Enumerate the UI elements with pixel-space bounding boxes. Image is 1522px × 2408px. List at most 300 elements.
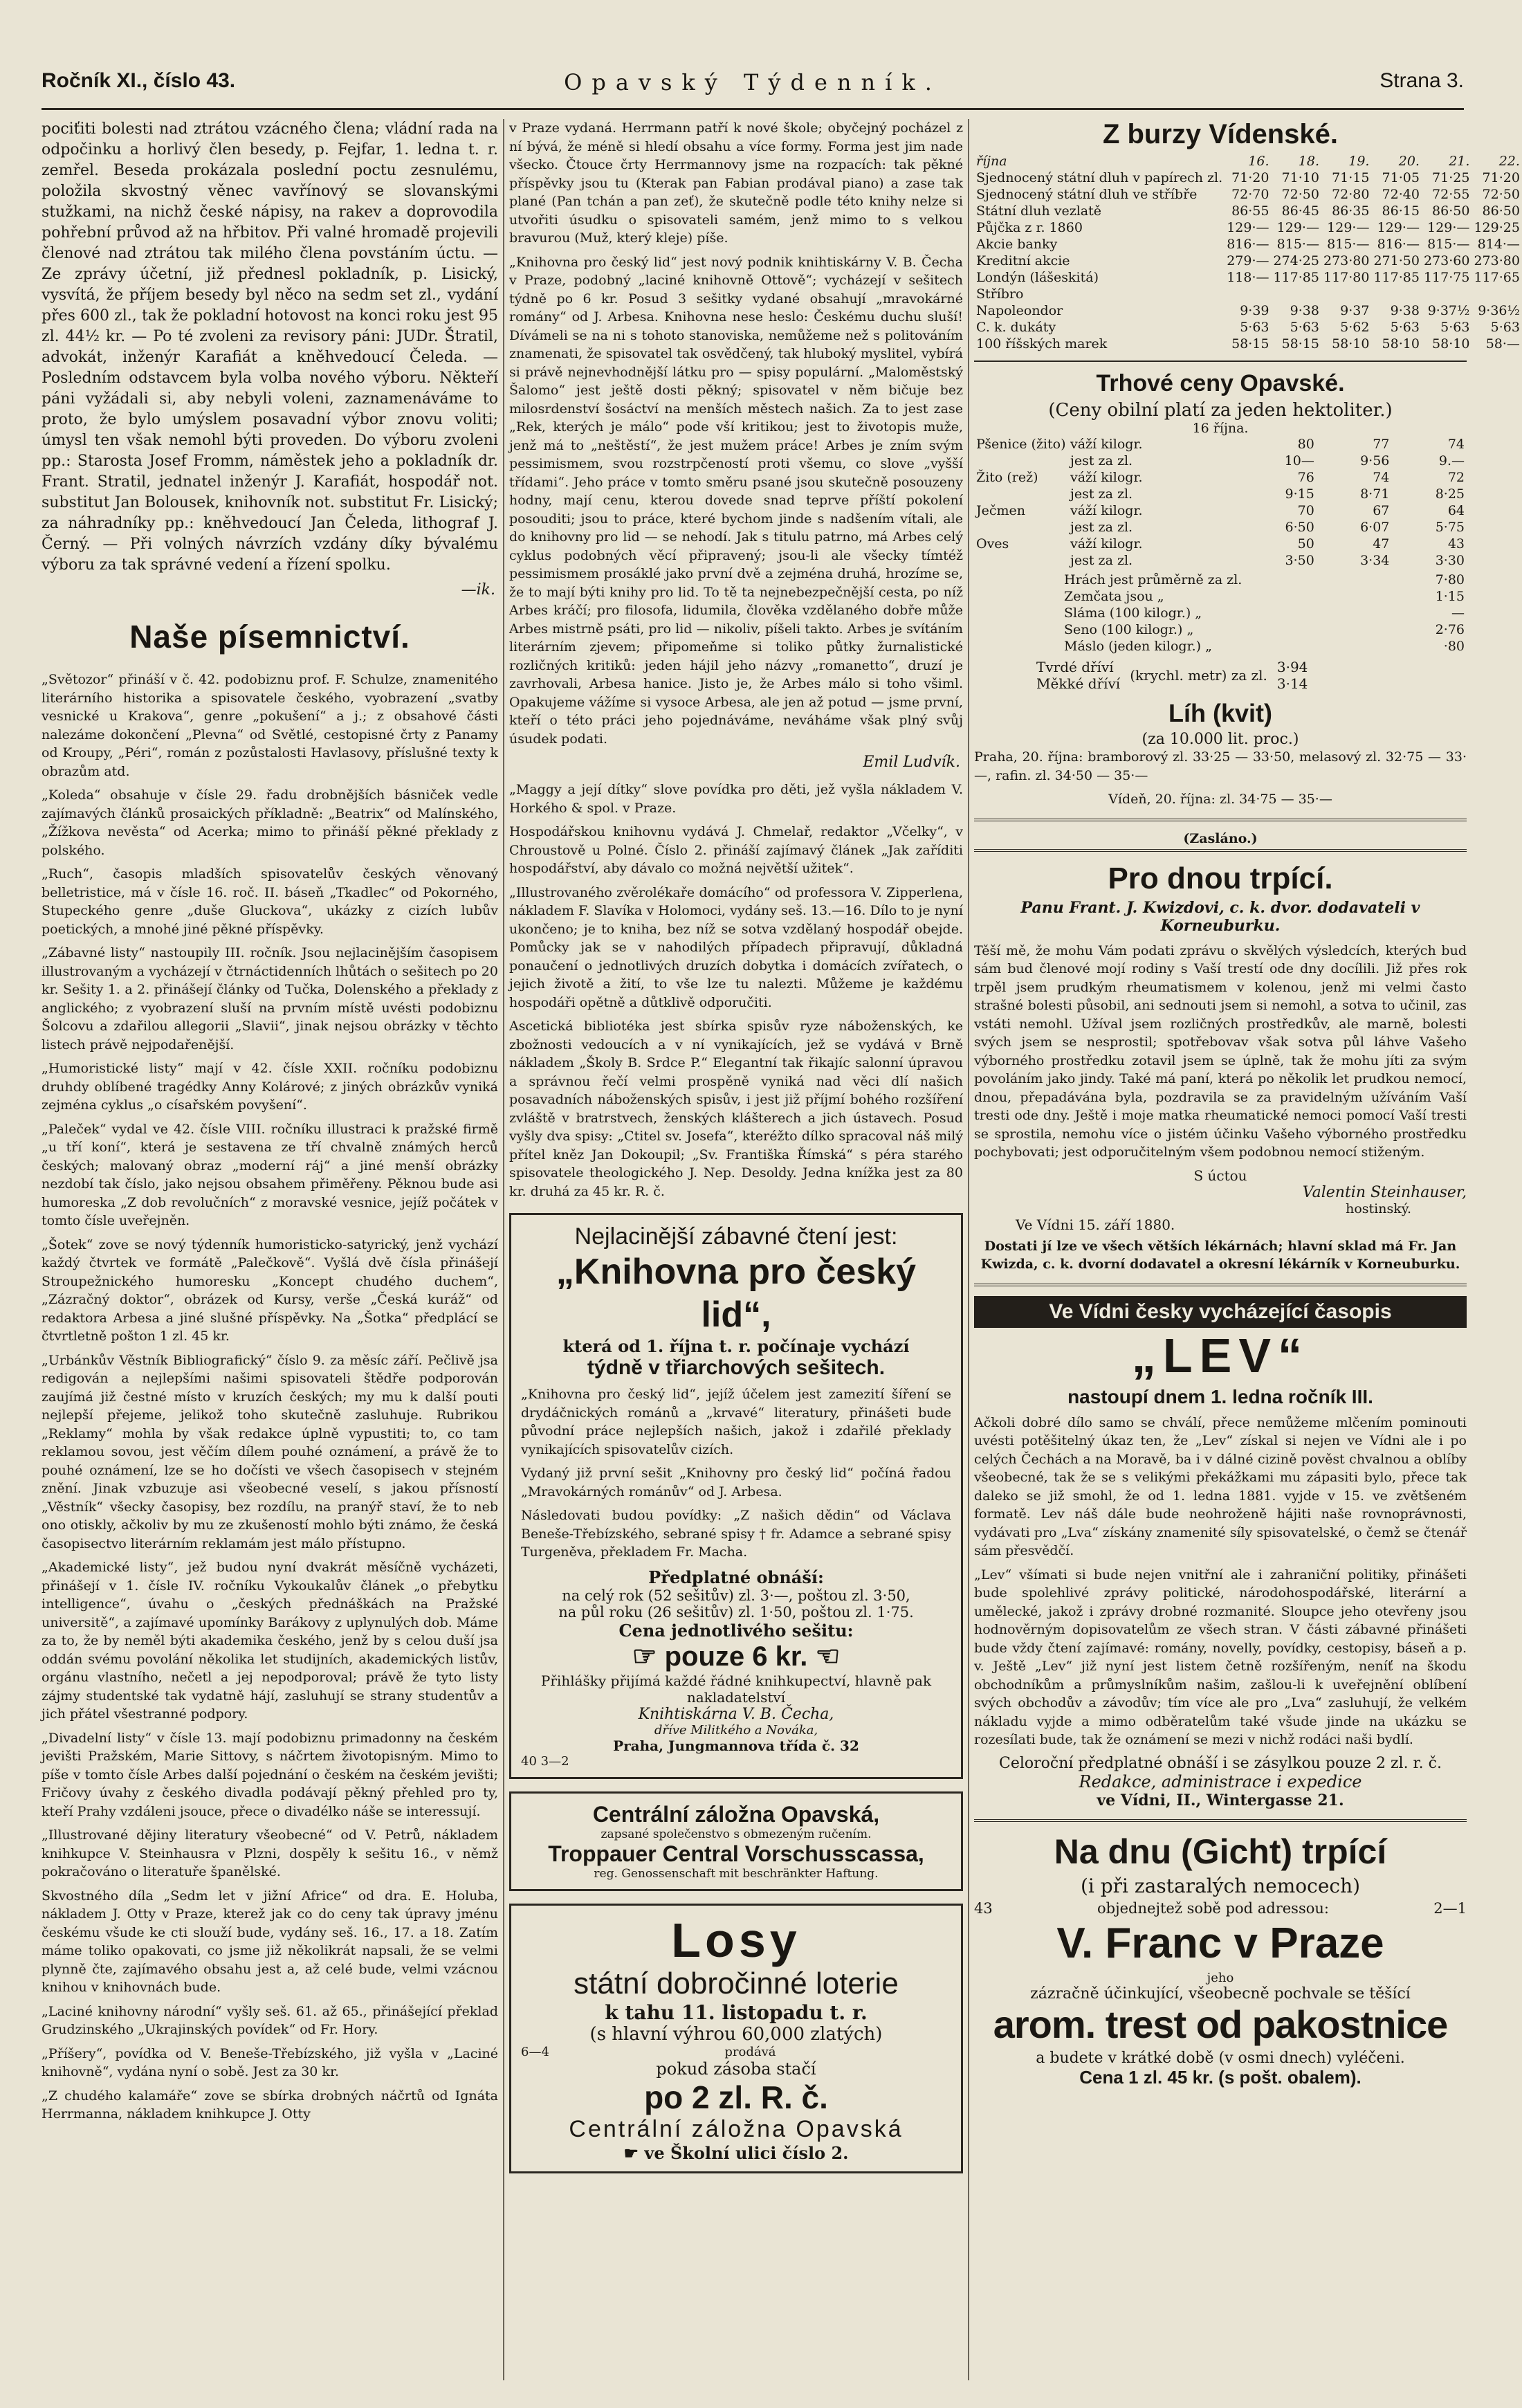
ad-address: Praha, Jungmannova třída č. 32 — [613, 1737, 859, 1754]
ad-code: 2—1 — [1433, 1899, 1467, 1917]
bourse-value — [1272, 286, 1321, 302]
bourse-value: 71·10 — [1281, 170, 1319, 185]
bourse-value: 86·45 — [1281, 203, 1319, 219]
bourse-value: 129·— — [1427, 220, 1470, 235]
bourse-value: 129·— — [1377, 220, 1420, 235]
lit-item: Ascetická bibliotéka jest sbírka spisův ryze náboženských, ke zbožnosti vedoucích a v ní vynikajících, jež se vydává v Brně nákladem „Školy B. Srdce P.“ Elegantní tak řikajíc salonní úpravou a správnou řečí velmi prospěně vyniká nad věci dlí našich posavadních náboženských spisův, i jest již příjmí bohého rozšíření zvláště v bratrstvech, ženských klášterech a jich ústavech. Posud vyšly dva spisy: „Ctitel sv. Josefa“, kteréžto dílko spracoval náš milý přítel kněz Jan Dokoupil; „Sv. Františka Římská“ s péra starého spisovatele theologického J. Nep. Desoldy. Jedna knížka jest za 80 kr. druhá za 45 kr. R. č. — [509, 1019, 963, 1199]
bourse-row — [974, 219, 1522, 236]
lit-item: „Humoristické listy“ mají v 42. čísle XXII. ročníku podobiznu druhdy oblíbené tragédky Anny Kolárové; z jiných obrázkův vyniká zejména cyklus „o císařském povyšení“. — [42, 1061, 498, 1113]
grain-row — [974, 502, 1467, 519]
bourse-value: 86·35 — [1332, 203, 1370, 219]
ad-row — [521, 2045, 951, 2059]
grain-value: 47 — [1373, 536, 1390, 551]
grain-unit: váží kilogr. — [1070, 437, 1143, 452]
grain-extra-name: Sláma (100 kilogr.) „ — [1064, 605, 1202, 621]
ad-losy — [509, 1904, 963, 2173]
ad-address: ve Vídni, II., Wintergasse 21. — [1097, 1791, 1344, 1809]
bourse-value — [1471, 286, 1521, 302]
bourse-value: 72·40 — [1382, 187, 1420, 202]
ad-body: Ačkoli dobré dílo samo se chválí, přece nemůžeme mlčením pominouti uvésti potěšitelný úkaz ten, že „Lev“ získal si nejen ve Vídni ale i po celých Čechách a na Moravě, ba i v dálné cizině pověst chvalnou a oblíby všeobecné, tak že se s velikými překážkami mu zápasiti bylo, přece tak daleko se již smohl, že od 1. ledna 1881. vyjde v 15. ve zvětšeném formatě. Lev náš dále bude neohroženě hájiti naše rovnoprávnosti, vydávati pro „Lva“ získány znamenité síly spisovatelské, o čemž se čtenář sám přesvědčí. — [974, 1414, 1467, 1558]
ad-sells: prodává — [724, 2044, 776, 2059]
bourse-value — [1422, 286, 1471, 302]
bourse-value: 58·10 — [1332, 336, 1370, 352]
bourse-value: 117·80 — [1323, 270, 1370, 285]
grain-extra-value: 7·80 — [1435, 572, 1465, 587]
bourse-value: 5·62 — [1340, 320, 1370, 335]
ad-code: 40 3—2 — [521, 1753, 569, 1769]
bourse-value: 58·10 — [1382, 336, 1420, 352]
bourse-value: 815·— — [1276, 237, 1319, 252]
bourse-value: 71·15 — [1332, 170, 1370, 185]
grain-extra-name: Zemčata jsou „ — [1064, 589, 1164, 604]
lih-prices: Praha, 20. října: bramborový zl. 33·25 — 33·50, melasový zl. 32·75 — 33·—, rafin. zl. 34·50 — 35·— — [974, 749, 1467, 783]
grain-extra-row — [974, 638, 1467, 655]
bourse-day: 18. — [1298, 154, 1319, 169]
bourse-unit — [1205, 336, 1225, 352]
article-signature: Emil Ludvík. — [863, 754, 960, 771]
grain-value: 6·07 — [1360, 520, 1390, 535]
ad-franc — [974, 1832, 1467, 2088]
grain-value: 72 — [1447, 470, 1465, 485]
ad-sign-role: hostinský. — [1346, 1201, 1411, 1216]
bourse-name: Státní dluh vezlatě — [976, 203, 1101, 219]
bourse-row — [974, 203, 1522, 219]
grain-table — [974, 436, 1467, 569]
column-rule — [968, 119, 969, 2380]
ad-line: pokud zásoba stačí — [656, 2059, 816, 2079]
ad-order: objednejtež sobě pod adressou: — [1097, 1899, 1329, 1917]
grain-unit: jest za zl. — [1070, 520, 1133, 535]
bourse-value: 72·70 — [1231, 187, 1269, 202]
bourse-unit — [1205, 203, 1225, 219]
grain-date: 16 října. — [1192, 421, 1249, 436]
bourse-value: 5·63 — [1440, 320, 1470, 335]
grain-value: 6·50 — [1285, 520, 1314, 535]
grain-value: 76 — [1297, 470, 1314, 485]
lit-item: „Paleček“ vydal ve 42. čísle VIII. ročníku illustraci k pražské firmě „u tří koní“, která je sestavena ze tří chvalně známých herců českých; malovaný obraz „moderní ráj“ a jiné menší obrázky nezdobí tak číslo, jako nejsou obsahem přiměřeny. Pěknou bude asi humoreska „Z dob revolučních“ z moravské vesnice, jejíž počátek v tomto čísle uveřejněn. — [42, 1121, 498, 1228]
ad-body: „Lev“ všímati si bude nejen vnitřní ale i zahraniční politiky, přinášeti bude spolehlivé zprávy politické, národohospodářské, literární a umělecké, jakož i zprávy drobné rozmanité. Sloupce jeho otevřeny jsou hodnověrným dopisovatelům ze všech stran. V části zábavné přinášeti bude vždy čtení zajímavé: romány, novelly, povídky, cestopisy, báseň a p. v. Ještě „Lev“ již nyní jest listem četně rozšířeným, neníť na škodu obchodníkům a průmyslníkům našim, zašlou-li k uveřejnění oblíbení svých obchodův a závodův; tím více ale pro „Lva“ zasluhují, že velkém nákladu vyjde a mimo odběratelům také všude jinde na ukázku se rozesílati bude, tak že oznámení se mezi v nichž rodáci naši bydlí. — [974, 1567, 1467, 1747]
ad-body: „Knihovna pro český lid“, jejíž účelem jest zamezití šíření se drydáčnických románů a „krvavé“ literatury, přinášeti bude původní práce nejlepších našich, jakož i zdařilé překlady vynikajících spisovatelův cizích. — [521, 1387, 951, 1457]
ad-banner: Ve Vídni česky vycházející časopis — [974, 1296, 1467, 1328]
bourse-value: 816·— — [1227, 237, 1269, 252]
bourse-value: 9·38 — [1290, 303, 1319, 318]
bourse-row — [974, 170, 1522, 186]
grain-value: 8·71 — [1360, 486, 1390, 502]
lit-item: „Světozor“ přináší v č. 42. podobiznu prof. F. Schulze, znamenitého literárního historika a spisovatele českého, vyobrazení „svatby vesnické u Krakova“, genre „pokušení“ a j.; z obsahové části nalezáme dokončení „Plevna“ od Světlé, cestopisné črty z Panamy od Kroupy, „Péri“, román z pozůstalosti Havlasovy, příslušné texty k obrazům atd. — [42, 672, 498, 779]
lih-title: Líh (kvit) — [1168, 699, 1272, 727]
lit-item: „Šotek“ zove se nový týdenník humoristicko-satyrický, jenž vychází každý čtvrtek ve formátě „Palečkově“. Vyšlá dvě čísla přinášejí Stroupežnického humoresku „Koncept chudého duchem“, „Zázračný doktor“, obrázek od Kursy, verše „Česká kuráž“ od redaktora Arbesa a jiné slušné příspěvky. Na „Šotka“ předplácí se čtvrtletně pošton 1 zl. 45 kr. — [42, 1237, 498, 1344]
ad-price: na půl roku (26 sešitův) zl. 1·50, poštou zl. 1·75. — [558, 1603, 914, 1621]
pointing-hand-icon: ☜ — [815, 1641, 841, 1672]
bourse-row — [974, 336, 1522, 352]
ad-publisher: dříve Militkého a Nováka, — [654, 1722, 818, 1737]
ad-body: Vydaný již první sešit „Knihovny pro český lid“ počíná řadou „Mravokárných románův“ od J. Arbesa. — [521, 1466, 951, 1499]
pointing-hand-icon: ☛ — [623, 2142, 639, 2163]
ad-his: jeho — [1207, 1970, 1234, 1985]
bourse-unit — [1205, 186, 1225, 203]
bourse-unit — [1205, 269, 1225, 286]
ad-sub: (i při zastaralých nemocech) — [1080, 1874, 1361, 1897]
bourse-value: 129·— — [1327, 220, 1370, 235]
lit-item: v Praze vydaná. Herrmann patří k nové škole; obyčejný pocházel z ní bývá, že méně si hledí obsahu a více formy. Forma jest jim nade všecko. Čtouce črty Herrmannovy jsme na rozpacích: tak pěkné příspěvky jsou tu (Kterak pan Fabian prodával piano) a zase tak plané (Pan tchán a pan zeť), že skutečně podle této knihy nelze si utvořiti úsudku o spisovateli samém, jenž mimo to s velkou bravurou (Muž, který kleje) píše. — [509, 120, 963, 246]
bourse-value: 5·63 — [1290, 320, 1319, 335]
bourse-unit — [1205, 286, 1225, 302]
lih-sub: (za 10.000 lit. proc.) — [1142, 731, 1299, 748]
page-number: Strana 3. — [1379, 69, 1464, 92]
grain-value: 64 — [1447, 503, 1465, 518]
bourse-value: 118·— — [1227, 270, 1269, 285]
bourse-row — [974, 286, 1522, 302]
bourse-row — [974, 186, 1522, 203]
bourse-row — [974, 319, 1522, 336]
grain-extra-name: Seno (100 kilogr.) „ — [1064, 622, 1194, 637]
ad-body: Následovati budou povídky: „Z našich dědin“ od Václava Beneše-Třebízského, sebrané spisy † fr. Adamce a sebrané spisy Turgeněva, překladem Fr. Macha. — [521, 1508, 951, 1560]
bourse-unit — [1205, 319, 1225, 336]
wood-value: 3·94 — [1276, 659, 1308, 675]
bourse-day: 21. — [1449, 154, 1470, 169]
bourse-name: Napoleondor — [976, 303, 1063, 318]
ad-zalozna — [509, 1791, 963, 1891]
lit-item: „Zábavné listy“ nastoupily III. ročník. Jsou nejlacinějším časopisem illustrovaným a vycházejí v čtrnáctidenních lhůtách o sešitech po 20 kr. Sešity 1. a 2. přinášejí články od Tučka, Dolenského a překlady z anglického; z vyobrazení sluší na prvním místě uvésti podobiznu Šolcovu a zdařilou allegorii „Slavii“, jinak nejsou obrázky v těchto listech právě nejpodařenější. — [42, 945, 498, 1052]
bourse-value: 9·37 — [1340, 303, 1370, 318]
ad-subtitle: Cena jednotlivého sešitu: — [618, 1620, 854, 1641]
bourse-value: 273·80 — [1474, 253, 1520, 268]
issue-number: Ročník XI., číslo 43. — [42, 69, 236, 92]
grain-row — [974, 486, 1467, 502]
bourse-value: 5·63 — [1490, 320, 1520, 335]
grain-extra-value: 1·15 — [1435, 589, 1465, 604]
grain-value: 8·25 — [1435, 486, 1465, 502]
lit-item: „Ruch“, časopis mladších spisovatelův českých věnovaný belletristice, má v čísle 16. roč. II. báseň „Tkadlec“ od Pokorného, Stupeckého genre „duše Gluckova“, ukázky z cizích lubův poetických, a mnohé jiné pěkné příspěvky. — [42, 866, 498, 937]
bourse-value: 129·25 — [1474, 220, 1520, 235]
bourse-value: 86·50 — [1482, 203, 1520, 219]
ad-title: Centrální záložna Opavská, — [592, 1801, 880, 1827]
bourse-value: 814·— — [1477, 237, 1520, 252]
column-1 — [42, 119, 498, 2380]
ad-lev — [974, 1296, 1467, 1809]
ad-price: po 2 zl. R. č. — [644, 2079, 828, 2115]
ad-date: Ve Vídni 15. září 1880. — [1016, 1216, 1175, 1233]
bourse-value: 117·85 — [1273, 270, 1319, 285]
divider — [974, 1284, 1467, 1286]
bourse-table — [974, 153, 1522, 352]
bourse-day: 20. — [1398, 154, 1420, 169]
bourse-value: 5·63 — [1240, 320, 1269, 335]
lit-item: „Illustrované dějiny literatury všeobecné“ od V. Petrů, nákladem knihkupce V. Steinhausra v Plzni, dospěly k sešitu 16., v němž pokračováno o literatuře španělské. — [42, 1827, 498, 1879]
divider — [974, 1819, 1467, 1822]
bourse-name: Kreditní akcie — [976, 253, 1070, 268]
bourse-value: 58·15 — [1281, 336, 1319, 352]
bourse-value: 9·38 — [1390, 303, 1420, 318]
wood-value: 3·14 — [1276, 675, 1308, 692]
bourse-unit — [1205, 236, 1225, 253]
bourse-value: 273·80 — [1323, 253, 1370, 268]
bourse-value: 117·75 — [1423, 270, 1470, 285]
grain-unit: jest za zl. — [1070, 453, 1133, 468]
bourse-value: 9·37½ — [1427, 303, 1470, 318]
grain-row — [974, 469, 1467, 486]
wood-name: Měkké dříví — [1036, 675, 1121, 692]
bourse-name: C. k. dukáty — [976, 320, 1056, 335]
bourse-value: 86·55 — [1231, 203, 1269, 219]
section-title: Naše písemnictví. — [129, 619, 410, 655]
bourse-name: Sjednocený státní dluh ve stříbře — [976, 187, 1198, 202]
ad-regards: S úctou — [1193, 1167, 1247, 1184]
ad-name: V. Franc v Praze — [1056, 1919, 1384, 1967]
article-signature: —ik. — [461, 581, 495, 599]
lit-item: Skvostného díla „Sedm let v jižní Africe“ od dra. E. Holuba, nákladem J. Otty v Praze, kterež jak co do ceny tak úpravy jménu českému všude ke cti slouží bude, vydány seš. 16., 17. a 18. Zatím máme toliko opakovati, co jsme již několikrát napsali, že se velmi plynně čte, zajímavého obsahu jest a, až celé bude, velmi vzácnou knihou v knihovnách bude. — [42, 1888, 498, 1995]
grain-value: 3·30 — [1435, 553, 1465, 568]
divider — [974, 819, 1467, 821]
bourse-row — [974, 236, 1522, 253]
grain-row — [974, 436, 1467, 453]
grain-row — [974, 519, 1467, 536]
wood-prices — [1036, 659, 1467, 692]
ad-footer: Dostati jí lze ve všech větších lékárnách; hlavní sklad má Fr. Jan Kwizda, c. k. dvorní dodavatel a okresní lékárník v Korneuburku. — [980, 1238, 1460, 1272]
bourse-value — [1321, 286, 1371, 302]
ad-price: Cena 1 zl. 45 kr. (s pošt. obalem). — [1079, 2066, 1361, 2088]
bourse-name: 100 říšských marek — [976, 336, 1108, 352]
grain-value: 80 — [1297, 437, 1314, 452]
wood-values — [1277, 659, 1308, 692]
ad-title: Losy — [671, 1913, 801, 1967]
grain-extra-row — [974, 605, 1467, 621]
ad-title-de: Troppauer Central Vorschusscassa, — [548, 1841, 924, 1866]
bourse-value: 815·— — [1327, 237, 1370, 252]
ad-sub: nastoupí dnem 1. ledna ročník III. — [1067, 1385, 1373, 1407]
bourse-day: 19. — [1348, 154, 1370, 169]
ad-code: 43 — [974, 1899, 993, 1917]
grain-sub: (Ceny obilní platí za jeden hektoliter.) — [1048, 400, 1393, 421]
grain-value: 70 — [1297, 503, 1314, 518]
grain-value: 9·15 — [1285, 486, 1314, 502]
bourse-row — [974, 253, 1522, 269]
bourse-row — [974, 302, 1522, 319]
bourse-value: 279·— — [1227, 253, 1269, 268]
bourse-value: 71·20 — [1482, 170, 1520, 185]
grain-unit: jest za zl. — [1070, 553, 1133, 568]
ad-publisher: Knihtiskárna V. B. Čecha, — [638, 1705, 834, 1723]
grain-value: 10— — [1284, 453, 1314, 468]
grain-row — [974, 552, 1467, 569]
bourse-value: 72·55 — [1432, 187, 1470, 202]
column-3 — [974, 119, 1520, 2380]
bourse-value: 72·50 — [1281, 187, 1319, 202]
pointing-hand-icon: ☞ — [632, 1641, 657, 1672]
grain-value: 3·34 — [1360, 553, 1390, 568]
ad-product: arom. trest od pakostnice — [993, 2002, 1448, 2046]
grain-value: 77 — [1373, 437, 1390, 452]
bourse-value: 58·15 — [1231, 336, 1269, 352]
grain-value: 3·50 — [1285, 553, 1314, 568]
ad-price: Celoroční předplatné obnáší i se zásylkou pouze 2 zl. r. č. — [999, 1754, 1442, 1772]
bourse-value: 71·20 — [1231, 170, 1269, 185]
ad-sub: zapsané společenstvo s obmezeným ručením. — [600, 1827, 872, 1841]
grain-name — [974, 519, 1068, 536]
ad-line: týdně v třiarchových sešitech. — [587, 1356, 886, 1379]
grain-extra-name: Máslo (jeden kilogr.) „ — [1064, 639, 1212, 654]
ad-row — [974, 1900, 1467, 1917]
ad-line: která od 1. října t. r. počínaje vychází — [562, 1336, 910, 1356]
bourse-value: 9·39 — [1240, 303, 1269, 318]
bourse-value — [1371, 286, 1421, 302]
grain-row — [974, 536, 1467, 552]
bourse-value: 58·— — [1485, 336, 1520, 352]
bourse-value — [1225, 286, 1271, 302]
ad-sign: Valentin Steinhauser, — [1302, 1183, 1467, 1201]
lit-item: „Illustrovaného zvěrolékaře domácího“ od professora V. Zipperlena, nákladem F. Slavíka v Holomoci, vydány seš. 13.—16. Dílo to je nyní ukončeno; je to kniha, bez níž se sotva vzdělaný hospodář obejde. Pomůcky jak se v nahodilých případech připravují, důkladná ponaučení o jednotlivých druzích dobytka i domácích zvířatech, o jejich životě a žití, to vše lze tu nalezti. Můžeme je každému hospodáři opětně a důtklivě odporučiti. — [509, 884, 963, 1010]
grain-extra-value: 2·76 — [1435, 622, 1465, 637]
lih-prices: Vídeň, 20. října: zl. 34·75 — 35·— — [1108, 792, 1332, 807]
ad-footer: Přihlášky přijímá každé řádné knihkupectví, hlavně pak nakladatelství — [540, 1672, 932, 1706]
ad-title: Na dnu (Gicht) trpící — [1054, 1832, 1387, 1871]
grain-extra-row — [974, 621, 1467, 638]
ad-redakce: Redakce, administrace i expedice — [1079, 1771, 1362, 1791]
bourse-month: října — [976, 154, 1007, 169]
ad-desc: zázračně účinkující, všeobecně pochvale se těšící — [1030, 1985, 1411, 2003]
bourse-value: 71·05 — [1382, 170, 1420, 185]
column-rule — [503, 119, 504, 2380]
ad-line: (s hlavní výhrou 60,000 zlatých) — [589, 2023, 883, 2045]
ad-subtitle: Předplatné obnáší: — [648, 1567, 824, 1587]
zaslano-label: (Zasláno.) — [1183, 830, 1258, 846]
lit-item: „Laciné knihovny národní“ vyšly seš. 61. až 65., přinášející překlad Grudzinského „Ukrajinských povídek“ od Fr. Hory. — [42, 2003, 498, 2037]
lit-item: Hospodářskou knihovnu vydává J. Chmelař, redaktor „Včelky“, v Chroustově u Polné. Číslo 2. přináší zajímavý článek „Jak zaříditi hospodářství, aby dávalo co možná největší užitek“. — [509, 824, 963, 876]
grain-value: 9·56 — [1360, 453, 1390, 468]
grain-title: Trhové ceny Opavské. — [1096, 370, 1345, 396]
bourse-value: 117·85 — [1373, 270, 1420, 285]
grain-row — [974, 453, 1467, 469]
grain-value: 9.— — [1438, 453, 1465, 468]
bourse-name: Stříbro — [976, 286, 1024, 302]
ad-kwizda — [974, 861, 1467, 1274]
bourse-value: 5·63 — [1390, 320, 1420, 335]
bourse-value: 117·65 — [1474, 270, 1520, 285]
ad-cure: a budete v krátké době (v osmi dnech) vyléčeni. — [1036, 2049, 1405, 2067]
grain-extra-value: — — [1451, 605, 1465, 621]
ad-line: státní dobročinné loterie — [574, 1966, 899, 2000]
bourse-title: Z burzy Vídenské. — [1102, 119, 1339, 149]
grain-value: 74 — [1447, 437, 1465, 452]
lit-item: „Akademické listy“, jež budou nyní dvakrát měsíčně vycházeti, přinášejí v 1. čísle IV. ročníku Vykoukalův článek „o přebytku intelligence“, úvahu o „českých přednáškách na Pražské universitě“, a zajímavé upomínky Barákovy z uplynulých dob. Máme za to, že by neměl býti akademika českého, jenž by s celou duší jsa oddán svému povolání několika let studijních, akademických listův, orgánu vlastního, nečetl a jej nepodporoval; právě že tyto listy zájmy studentské tak vydatně hájí, zasluhují se strany studentův a jich přátel všestranné podpory. — [42, 1560, 498, 1722]
grain-extra-table — [974, 572, 1467, 655]
lit-item: „Knihovna pro český lid“ jest nový podnik knihtiskárny V. B. Čecha v Praze, podobný „laciné knihovně Ottově“; vycházejí v sešitech týdně po 6 kr. Posud 3 sešitky vydané obsahují „mravokárné romány“ od J. Arbesa. Knihovna nese heslo: Českému duchu sluší! Dívámeli se na ni s tohoto stanoviska, nemůžeme než s politováním znamenati, že spisovatel tak osvědčený, tak hluboký myslitel, vybírá si právě nejnevhodnější látku pro — spisy populární. „Maloměstský Šalomo“ jest ještě dosti pěkný; spisovatel v něm bičuje bez milosrdenství šosáctví na menších městech našich. Za to jest zase „Rek, kterých je málo“ pode vší kritikou; jest to životopis muže, jenž má to „neštěstí“, že jest mužem práce! Arbes je zním svým pessimismem, svou rozstrpčeností proti všemu, co slove „vyšší třídami“. Jeho práce v tomto směru psané jsou skutečně posouzeny hodny, mají cenu, kterou dovede snad teprve příští pokolení posouditi; jsou to práce, které bychom jinde s nadšením vítali, ale do knihovny pro lid — se nehodí. Jak s titulu patrno, má Arbes celý cyklus podobných věcí připravený; jsou-li ale všecky tímtéž pessimismem prosáklé jako první dvě a zejména druhá, hrozíme se, že to mají býti knihy pro lid. To tě ta nejnebezpečnější cesta, po níž Arbes kráčí; pro filosofa, lidumila, člověka vzdělaného dobře může Arbes mistrně psáti, pro lid — nikoliv, píšeli takto. Arbes je svítáním literárním zjevem; připomeňme si toliko půtky žurnalistické rozličných kritiků: jeden hájil jeho názvy „romanetto“, druzí je zavrhovali, Arbesa hanice. Jisto je, že Arbes málo si toho všiml. Opakujeme vážíme si vysoce Arbesa, ale jen až potud — jsme první, kteří o této práci jeho pojednáváme, neváháme však plný svůj úsudek podati. — [509, 254, 963, 747]
wood-unit: (krychl. metr) za zl. — [1130, 667, 1267, 684]
bourse-value: 86·15 — [1382, 203, 1420, 219]
grain-name — [974, 552, 1068, 569]
bourse-value: 72·50 — [1482, 187, 1520, 202]
bourse-day: 16. — [1248, 154, 1269, 169]
wood-names — [1036, 659, 1120, 692]
ad-single-price — [521, 1641, 951, 1672]
ad-address-text: ve Školní ulici číslo 2. — [644, 2142, 849, 2163]
lit-item: „Divadelní listy“ v čísle 13. mají podobiznu primadonny na českém jevišti Pražském, Marie Sittovy, s náčrtem životopisným. Mimo to píše v tomto čísle Arbes další pojednání o českém na českém jevišti; Fričovy úvahy z českého divadla podávají pěkný přehled pro ty, kteří Prahy vzdáleni jsouce, přece o divadélko náše se interessují. — [42, 1730, 498, 1819]
ad-knihovna — [509, 1213, 963, 1779]
ad-price: na celý rok (52 sešitův) zl. 3·—, poštou zl. 3·50, — [562, 1587, 910, 1604]
grain-name: Oves — [976, 536, 1009, 551]
bourse-value: 274·25 — [1273, 253, 1319, 268]
page-header — [42, 66, 1464, 110]
bourse-value: 86·50 — [1432, 203, 1470, 219]
bourse-name: Sjednocený státní dluh v papírech — [976, 170, 1204, 185]
grain-name: Ječmen — [976, 503, 1025, 518]
ad-body: Těší mě, že mohu Vám podati zprávu o skvělých výsledcích, kterých bud sám bud členové mojí rodiny s Vaší trestí ode dny docílili. Již přes rok trpěl jsem prudkým rheumatismem v kolenou, jenž mi velmi často strašné bolesti působil, ani sednouti jsem si nemohl, a sotva to učinil, zas vstáti nemohl. Užíval jsem rozličných prostředkův, ale marně, bolesti svých jsem se nesprostil; spotřebovav však sotva půl láhve Vašeho výborného prostředku zotavil jsem se úplně, tak že mohu jíti za svým povoláním jako jindy. Také má paní, která po několik let prudkou nemocí, dnou, přepadávána byla, pozdravila se za pravidelným užíváním Vaší tresti ode dny. Ještě i moje matka rheumatické nemoci pomocí Vaší tresti se sprostila, nemohu více o jistém účinku Vašeho výborného prostředku pochybovati; jest odporučitelným všem podobnou nemocí stiženým. — [974, 942, 1467, 1160]
grain-unit: váží kilogr. — [1070, 536, 1143, 551]
grain-name: Žito (rež) — [976, 470, 1038, 485]
grain-value: 50 — [1297, 536, 1314, 551]
grain-value: 74 — [1373, 470, 1390, 485]
bourse-unit — [1205, 219, 1225, 236]
column-2 — [509, 119, 963, 2380]
ad-sub-de: reg. Genossenschaft mit beschränkter Haftung. — [594, 1866, 879, 1881]
grain-value: 67 — [1373, 503, 1390, 518]
divider — [974, 361, 1467, 362]
ad-title: „LEV“ — [1131, 1328, 1310, 1383]
grain-unit: váží kilogr. — [1070, 503, 1143, 518]
grain-value: 5·75 — [1435, 520, 1465, 535]
bourse-value: 71·25 — [1432, 170, 1470, 185]
bourse-day: 22. — [1498, 154, 1520, 169]
bourse-value: 72·80 — [1332, 187, 1370, 202]
ad-title: Pro dnou trpící. — [1108, 861, 1333, 895]
ad-line: Nejlacinější zábavné čtení jest: — [574, 1223, 898, 1250]
bourse-value: 271·50 — [1373, 253, 1420, 268]
bourse-name: Akcie banky — [976, 237, 1058, 252]
bourse-value: 58·10 — [1432, 336, 1470, 352]
ad-address — [521, 2143, 951, 2163]
grain-unit: jest za zl. — [1070, 486, 1133, 502]
newspaper-title: Opavský Týdenník. — [564, 69, 942, 95]
lit-item: „Urbánkův Věstník Bibliografický“ číslo 9. za měsíc září. Pečlivě jsa redigován a nejlepšími našimi spisovateli štědře podporován zaujímá již čestné místo v kruzích českých; my mu k další pouti nejlepší přejeme, jelikož toho skutečně zasluhuje. Rubrikou „Reklamy“ mohla by však redakce úplně vypustiti; to, co tam reklamou sovou, jest věčím dílem pouhé oznámení, a právě že to pouhé oznámení, lze se ho dočísti ve všech časopisech v stejném znění. Jinak vzbuzuje asi všeobecné veselí, s jakou přísností „Věstník“ všecky časopisy, bez rozdílu, na pranýř staví, že to neb ono otiskly, ačkoliv by mu ze zkušeností mohlo býti známo, že česká časopisectvo literárním reklamám jest málo přístupno. — [42, 1352, 498, 1551]
lit-item: „Příšery“, povídka od V. Beneše-Třebízského, již vyšla v „Laciné knihovně“, vydána nyní o sobě. Jest za 30 kr. — [42, 2045, 498, 2079]
lit-item: „Maggy a její dítky“ slove povídka pro děti, jež vyšla nákladem V. Horkého & spol. v Praze. — [509, 782, 963, 816]
lit-item: „Z chudého kalamáře“ zove se sbírka drobných náčrtů od Ignáta Herrmanna, nákladem knihkupce J. Otty — [42, 2088, 498, 2122]
bourse-value: 815·— — [1427, 237, 1470, 252]
bourse-value: 129·— — [1276, 220, 1319, 235]
ad-title: „Knihovna pro český lid“, — [556, 1252, 917, 1335]
bourse-unit: zl. — [1207, 170, 1223, 185]
grain-name — [974, 453, 1068, 469]
bourse-unit — [1205, 302, 1225, 319]
grain-unit: váží kilogr. — [1070, 470, 1143, 485]
grain-extra-name: Hrách jest průměrně za zl. — [1064, 572, 1243, 587]
divider — [974, 849, 1467, 852]
bourse-header-row — [974, 153, 1522, 170]
grain-name: Pšenice (žito) — [976, 437, 1066, 452]
ad-seller: Centrální záložna Opavská — [569, 2115, 904, 2142]
ad-single-price-text: pouze 6 kr. — [664, 1641, 808, 1672]
ad-sub: Panu Frant. J. Kwizdovi, c. k. dvor. dodavateli v Korneuburku. — [1020, 898, 1420, 935]
ad-code: 6—4 — [521, 2044, 549, 2059]
bourse-name: Půjčka z r. 1860 — [976, 220, 1083, 235]
grain-value: 43 — [1447, 536, 1465, 551]
bourse-unit — [1205, 253, 1225, 269]
bourse-value: 273·60 — [1423, 253, 1470, 268]
bourse-value: 129·— — [1227, 220, 1269, 235]
bourse-row — [974, 269, 1522, 286]
ad-line: k tahu 11. listopadu t. r. — [605, 2000, 868, 2024]
grain-extra-value: ·80 — [1443, 639, 1465, 654]
grain-name — [974, 486, 1068, 502]
beseda-report: pociťiti bolesti nad ztrátou vzácného člena; vládní rada na odpočinku a horlivý člen besedy, p. Fejfar, 1. ledna t. r. zemřel. Beseda prokázala poslední poctu zesnulému, položila skvostný věnec vavřínový se slovanskými stužkami, na nichž české nápisy, na rakev a doprovodila pohřební průvod až na hřbitov. Při valné hromadě projevili členové nad ztrátou tak milého člena povstáním úctu. — Ze zprávy účetní, již přednesl pokladník, p. Lisický, vysvítá, že příjem besedy byl něco na sedm set zl., vydání přes 600 zl., tak že pokladní hotovost na konci roku jest 95 zl. 44½ kr. — Po té zvoleni za revisory páni: JUDr. Štratil, advokát, inženýr Karafiát a kněhvedoucí Čeleda. — Posledním odstavcem byla volba nového výboru. Někteří páni vyžádali si, aby nebyli voleni, zaznamenáváme to proto, že bylo umýslem posavadní výbor znovu voliti; úmysl ten však nemohl býti proveden. Do výboru zvoleni pp.: Starosta Josef Fromm, náměstek jeho a pokladník dr. Frant. Stratil, jednatel inženýr J. Karafiát, hospodář not. substitut Jan Bolousek, knihovník not. substitut Fr. Lisický; za náhradníky pp.: kněhvedoucí Jan Čeleda, lithograf J. Černý. — Při volných návrzích vzdány díky bývalému výboru za tak správné vedení a řízení spolku. — [42, 120, 498, 574]
bourse-value: 9·36½ — [1478, 303, 1520, 318]
grain-extra-row — [974, 588, 1467, 605]
bourse-name: Londýn (lášeskitá) — [976, 270, 1099, 285]
lit-item: „Koleda“ obsahuje v čísle 29. řadu drobnějších básniček vedle zajímavých článků prosaických příkladně: „Beatrix“ od Malínského, „Žížkova nevěsta“ od Acerka; mimo to přináší pěkné překlady z polského. — [42, 787, 498, 858]
wood-name: Tvrdé dříví — [1036, 659, 1114, 675]
grain-extra-row — [974, 572, 1467, 588]
bourse-value: 816·— — [1377, 237, 1420, 252]
